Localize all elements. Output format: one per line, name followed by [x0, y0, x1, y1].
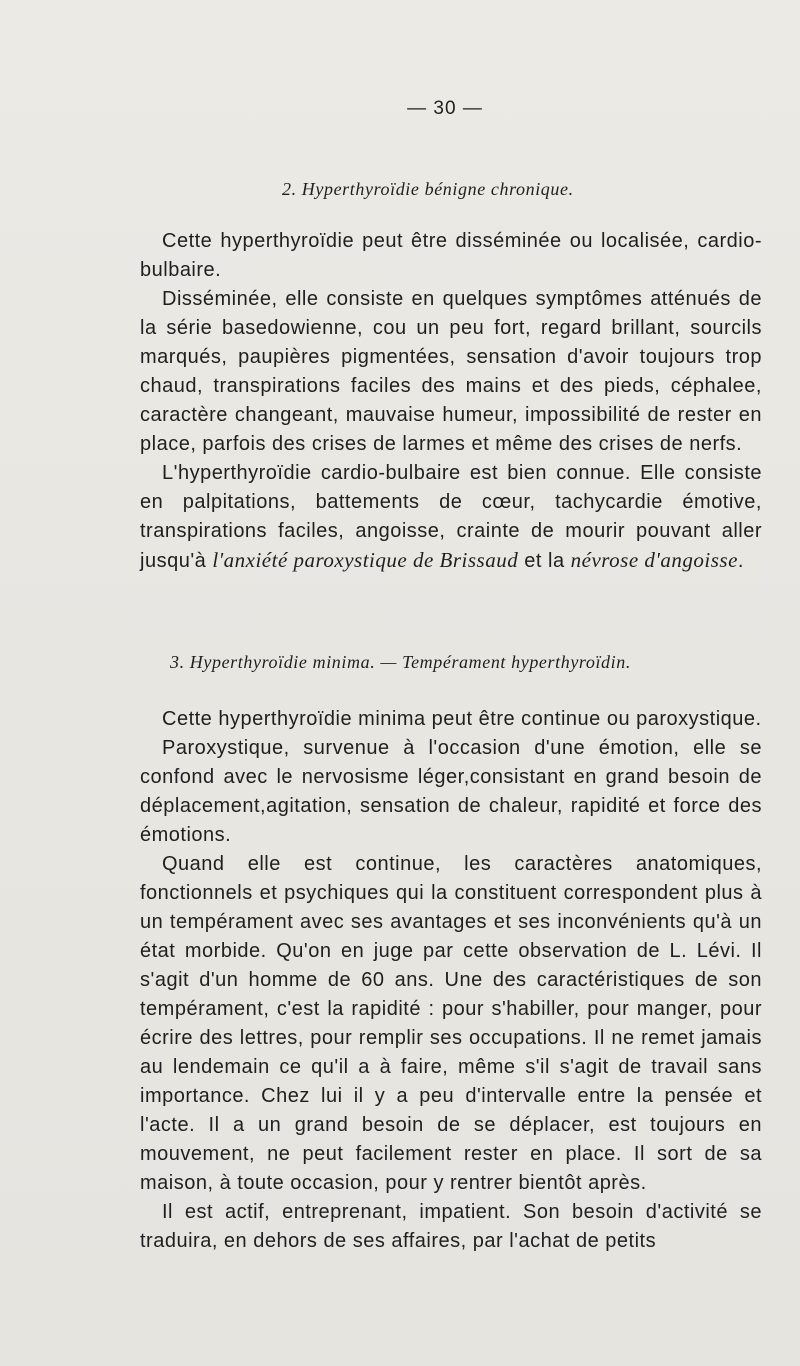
paragraph: Il est actif, entreprenant, impatient. Son besoin d'activité se traduira, en dehors de ses affaires, par l'achat de petits	[140, 1201, 762, 1252]
section-3-body	[140, 705, 762, 1256]
paragraph: Paroxystique, survenue à l'occasion d'une émotion, elle se confond avec le nervosisme léger,consistant en grand besoin de déplacement,agitation, sensation de chaleur, rapidité et force des émotions.	[140, 737, 762, 846]
page-number: — 30 —	[407, 98, 483, 119]
italic-term-nevrose: névrose d'angoisse	[570, 548, 738, 572]
section-title-3: 3. Hyperthyroïdie minima. — Tempérament hyperthyroïdin.	[170, 652, 631, 672]
paragraph-text: L'hyperthyroïdie cardio-bulbaire est bien connue. Elle consiste en palpitations, battements de cœur, tachycardie émotive, transpirations faciles, angoisse, crainte de mourir pouvant aller jusqu'à	[140, 462, 762, 572]
paragraph: Quand elle est continue, les caractères anatomiques, fonctionnels et psychiques qui la constituent correspondent plus à un tempérament avec ses avantages et ses inconvénients qu'à un état morbide. Qu'on en juge par cette observation de L. Lévi. Il s'agit d'un homme de 60 ans. Une des caractéristiques de son tempérament, c'est la rapidité : pour s'habiller, pour manger, pour écrire des lettres, pour remplir ses occupations. Il ne remet jamais au lendemain ce qu'il a à faire, même s'il s'agit de travail sans importance. Chez lui il y a peu d'intervalle entre la pensée et l'acte. Il a un grand besoin de se déplacer, est toujours en mouvement, ne peut facilement rester en place. Il sort de sa maison, à toute occasion, pour y rentrer bientôt après.	[140, 853, 762, 1194]
section-title-2: 2. Hyperthyroïdie bénigne chronique.	[282, 179, 574, 199]
paragraph: Cette hyperthyroïdie minima peut être continue ou paroxystique.	[162, 708, 762, 730]
paragraph: Cette hyperthyroïdie peut être disséminée ou localisée, cardio-bulbaire.	[140, 230, 762, 281]
section-2-body	[140, 227, 762, 576]
italic-term-anxiete: l'anxiété paroxystique de Brissaud	[212, 548, 519, 572]
paragraph	[140, 459, 762, 576]
paragraph: Disséminée, elle consiste en quelques symptômes atténués de la série basedowienne, cou un peu fort, regard brillant, sourcils marqués, paupières pigmentées, sensation d'avoir toujours trop chaud, transpirations faciles des mains et des pieds, céphalee, caractère changeant, mauvaise humeur, impossibilité de rester en place, parfois des crises de larmes et même des crises de nerfs.	[140, 288, 762, 455]
paragraph-text: et la	[518, 550, 571, 572]
paragraph-text: .	[737, 550, 744, 572]
